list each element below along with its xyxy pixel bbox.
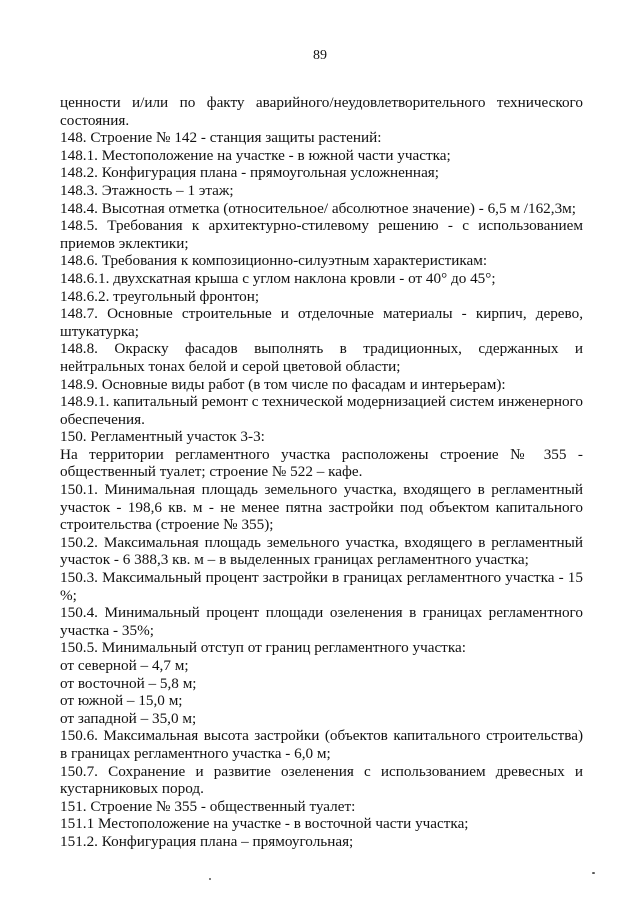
paragraph: 148.2. Конфигурация плана - прямоугольная усложненная; [60,164,440,182]
paragraph: 148.5. Требования к архитектурно-стилевому решению - с использованием приемов эклектики; [60,217,583,252]
paragraph: 150.6. Максимальная высота застройки (объектов капитального строительства) в границах регламентного участка - 6,0 м; [60,727,583,762]
paragraph: 148.3. Этажность – 1 этаж; [60,181,234,199]
paragraph: от северной – 4,7 м; [60,657,189,674]
paragraph: 150. Регламентный участок 3-3: [60,428,265,446]
scan-speck [209,878,211,880]
paragraph: 150.3. Максимальный процент застройки в границах регламентного участка - 15 %; [60,569,583,604]
paragraph: 150.7. Сохранение и развитие озеленения с использованием древесных и кустарниковых пород. [60,762,583,798]
paragraph: 151.1 Местоположение на участке - в восточной части участка; [60,815,469,833]
paragraph: 148.9.1. капитальный ремонт с технической модернизацией систем инженерного обеспечения. [60,393,583,428]
paragraph: 148.8. Окраску фасадов выполнять в традиционных, сдержанных и нейтральных тонах белой и серой цветовой области; [60,340,583,375]
paragraph: 148.6.2. треугольный фронтон; [60,287,260,305]
paragraph: 148.6. Требования к композиционно-силуэтным характеристикам: [60,252,488,270]
paragraph: 151.2. Конфигурация плана – прямоугольная; [60,832,354,850]
scan-speck [592,872,595,874]
paragraph: 148.7. Основные строительные и отделочные материалы - кирпич, дерево, штукатурка; [60,305,583,340]
paragraph: 150.4. Минимальный процент площади озеленения в границах регламентного участка - 35%; [60,604,583,639]
page-number: 89 [313,48,327,63]
paragraph: 148.6.1. двухскатная крыша с углом наклона кровли - от 40° до 45°; [60,269,496,287]
paragraph: от южной – 15,0 м; [60,692,183,710]
paragraph: 150.2. Максимальная площадь земельного участка, входящего в регламентный участок - 6 388,3 кв. м – в выделенных границах регламентного участка; [60,533,583,569]
paragraph: 150.1. Минимальная площадь земельного участка, входящего в регламентный участок - 198,6 кв. м - не менее пятна застройки под объектом капитального строительства (строение № 355); [60,481,583,534]
paragraph: 151. Строение № 355 - общественный туалет: [60,797,356,815]
document-body [60,94,583,851]
paragraph: ценности и/или по факту аварийного/неудовлетворительного технического состояния. [60,94,583,129]
paragraph: 150.5. Минимальный отступ от границ регламентного участка: [60,639,466,657]
paragraph: На территории регламентного участка расположены строение № 355 - общественный туалет; строение № 522 – кафе. [60,445,583,481]
paragraph: от западной – 35,0 м; [60,709,197,727]
paragraph: 148.1. Местоположение на участке - в южной части участка; [60,146,451,164]
paragraph: 148.9. Основные виды работ (в том числе по фасадам и интерьерам): [60,375,506,393]
paragraph: 148.4. Высотная отметка (относительное/ абсолютное значение) - 6,5 м /162,3м; [60,199,576,217]
paragraph: от восточной – 5,8 м; [60,674,197,692]
paragraph: 148. Строение № 142 - станция защиты растений: [60,129,382,147]
